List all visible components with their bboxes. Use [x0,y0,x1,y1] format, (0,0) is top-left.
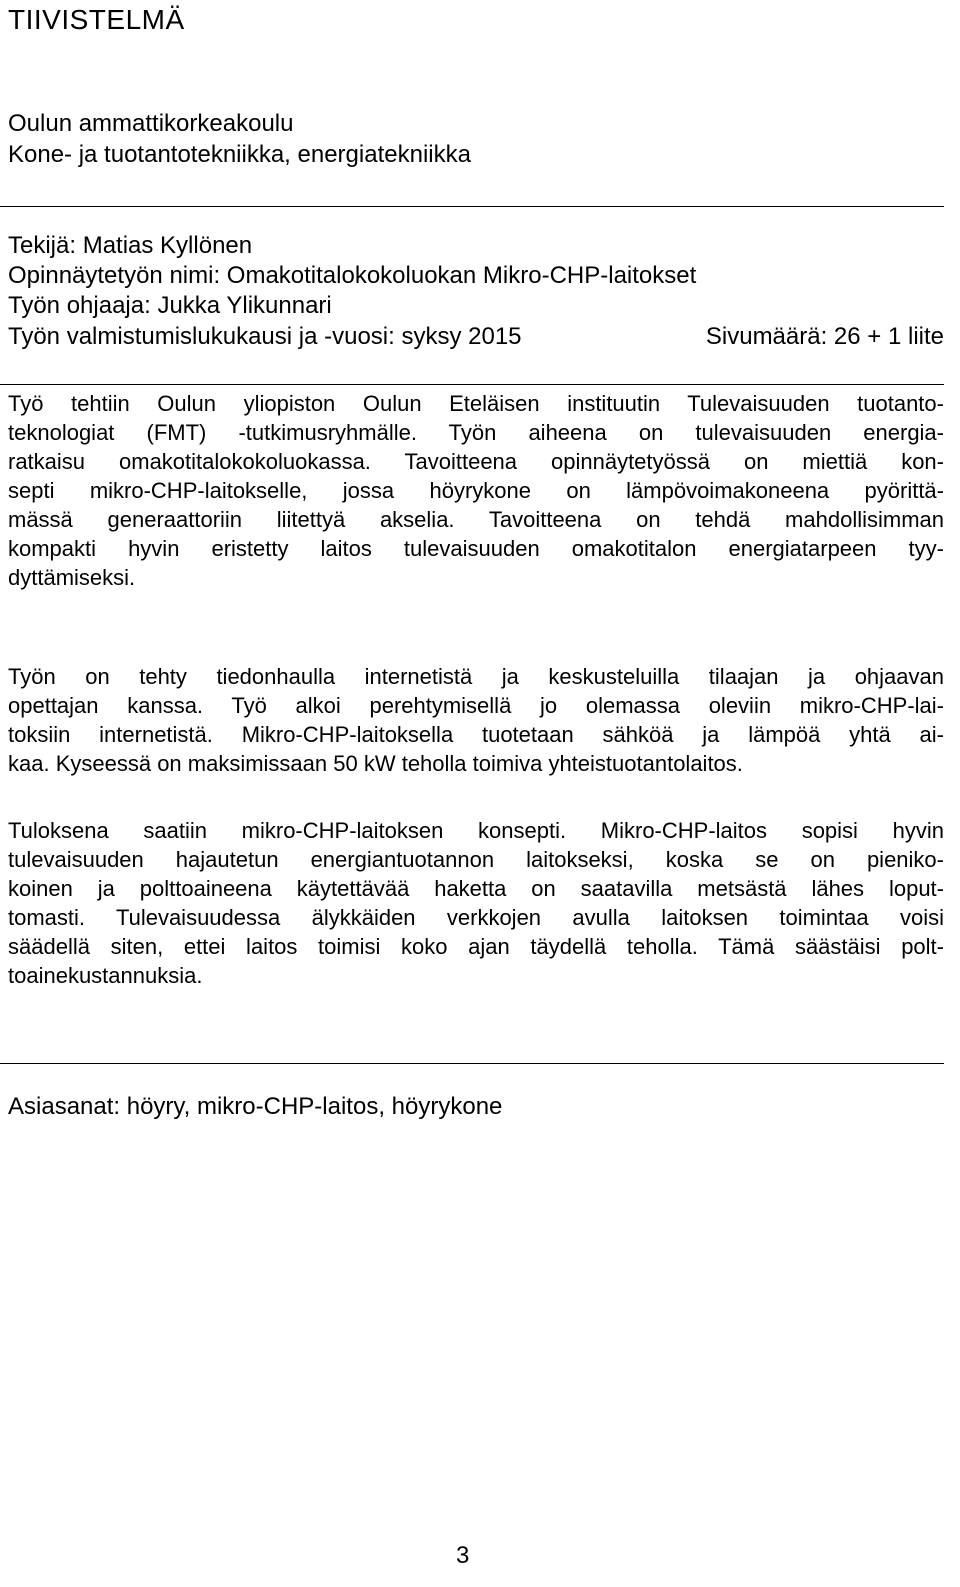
abstract-line: tomasti. Tulevaisuudessa älykkäiden verkkojen avulla laitoksen toimintaa voisi [8,905,944,930]
abstract-line: kompakti hyvin eristetty laitos tulevaisuuden omakotitalon energiatarpeen tyy- [8,536,944,561]
supervisor: Työn ohjaaja: Jukka Ylikunnari [8,292,332,319]
abstract-line: mässä generaattoriin liitettyä akselia. Tavoitteena on tehdä mahdollisimman [8,507,944,532]
abstract-line: Työ tehtiin Oulun yliopiston Oulun Eteläisen instituutin Tulevaisuuden tuotanto- [8,391,944,416]
degree-program: Kone- ja tuotantotekniikka, energiatekniikka [8,141,471,168]
thesis-title: Opinnäytetyön nimi: Omakotitalokokoluokan Mikro-CHP-laitokset [8,262,697,289]
abstract-line: kaa. Kyseessä on maksimissaan 50 kW teholla toimiva yhteistuotantolaitos. [8,751,743,776]
abstract-line: ratkaisu omakotitalokokoluokassa. Tavoitteena opinnäytetyössä on miettiä kon- [8,449,944,474]
page-number: 3 [456,1542,470,1569]
abstract-line: koinen ja polttoaineena käytettävää haketta on saatavilla metsästä lähes loput- [8,876,944,901]
abstract-line: Tuloksena saatiin mikro-CHP-laitoksen konsepti. Mikro-CHP-laitos sopisi hyvin [8,818,944,843]
completion-term: Työn valmistumislukukausi ja -vuosi: syksy 2015 [8,323,522,350]
page-title: TIIVISTELMÄ [8,4,185,35]
abstract-line: septi mikro-CHP-laitokselle, jossa höyrykone on lämpövoimakoneena pyörittä- [8,478,944,503]
school-name: Oulun ammattikorkeakoulu [8,110,294,137]
page-count: Sivumäärä: 26 + 1 liite [705,323,944,350]
keywords: Asiasanat: höyry, mikro-CHP-laitos, höyrykone [8,1093,503,1120]
abstract-line: dyttämiseksi. [8,565,136,590]
divider-top [0,206,944,207]
divider-middle [0,384,944,385]
abstract-line: tulevaisuuden hajautetun energiantuotannon laitokseksi, koska se on pieniko- [8,847,944,872]
abstract-line: säädellä siten, ettei laitos toimisi koko ajan täydellä teholla. Tämä säästäisi polt- [8,934,944,959]
abstract-line: toksiin internetistä. Mikro-CHP-laitoksella tuotetaan sähköä ja lämpöä yhtä ai- [8,722,944,747]
abstract-line: opettajan kanssa. Työ alkoi perehtymisellä jo olemassa oleviin mikro-CHP-lai- [8,693,944,718]
abstract-line: teknologiat (FMT) -tutkimusryhmälle. Työn aiheena on tulevaisuuden energia- [8,420,944,445]
abstract-line: toainekustannuksia. [8,963,203,988]
divider-bottom [0,1063,944,1064]
abstract-line: Työn on tehty tiedonhaulla internetistä ja keskusteluilla tilaajan ja ohjaavan [8,664,944,689]
author: Tekijä: Matias Kyllönen [8,232,253,259]
